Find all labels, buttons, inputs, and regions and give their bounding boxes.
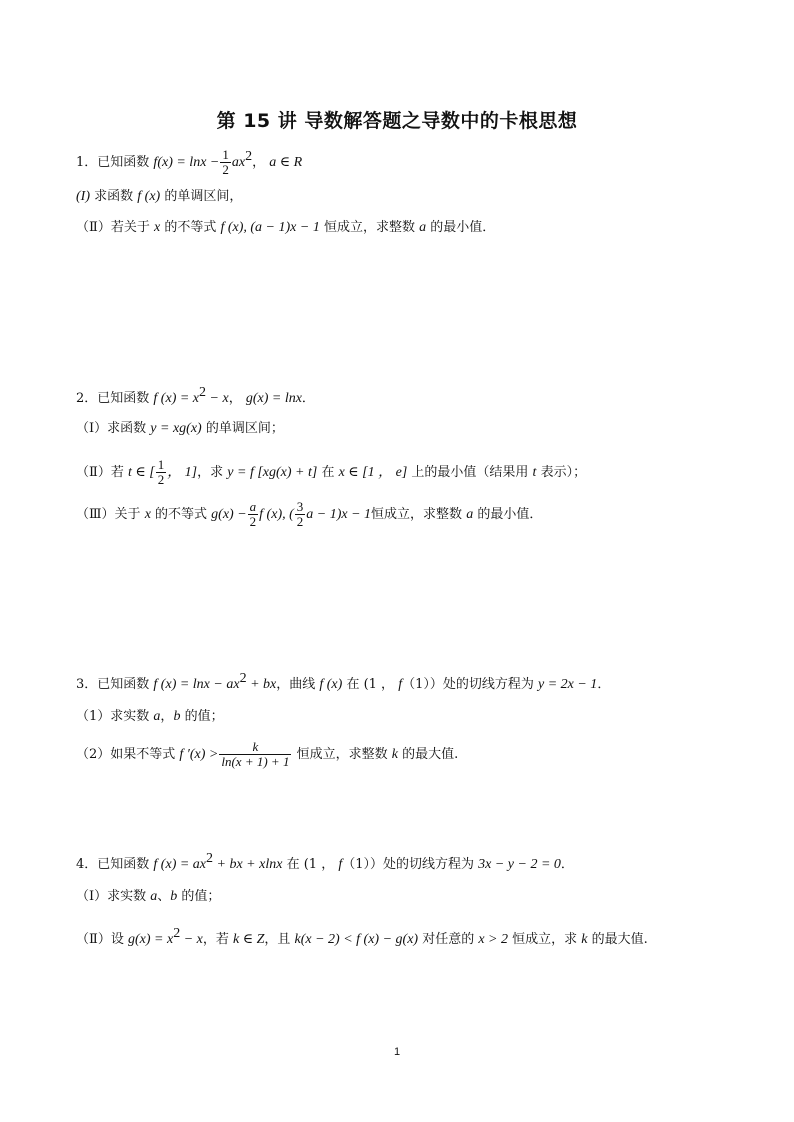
text: ， xyxy=(252,155,270,170)
text: 在 xyxy=(317,465,339,480)
text: 求函数 xyxy=(90,189,138,204)
math: f (x) xyxy=(319,677,343,692)
text: 的不等式 xyxy=(150,507,212,522)
text: 已知函数 xyxy=(97,155,154,170)
part-label: （Ⅲ） xyxy=(76,507,115,522)
math: x > 2 xyxy=(478,932,509,947)
math: f (x) = ax xyxy=(153,857,207,872)
math: f (x) xyxy=(137,189,161,204)
math: b xyxy=(170,889,178,904)
text: （1））处的切线方程为 xyxy=(402,677,538,692)
math: f xyxy=(398,677,403,692)
text: 的单调区间， xyxy=(160,189,243,204)
fraction-denominator: 2 xyxy=(157,472,165,487)
fraction-denominator: 2 xyxy=(222,162,229,177)
math: + bx xyxy=(246,677,277,692)
problem-3-statement xyxy=(76,670,610,694)
math: t ∈ [ xyxy=(127,465,155,480)
text: 的单调区间； xyxy=(201,421,284,436)
text: 如果不等式 xyxy=(110,747,180,762)
text: 求实数 xyxy=(107,889,151,904)
math: a ∈ R xyxy=(269,155,303,170)
text: ， xyxy=(160,709,174,724)
fraction xyxy=(248,500,259,529)
problem-4-statement xyxy=(76,850,574,874)
text: 已知函数 xyxy=(97,391,154,406)
problem-2-part-1 xyxy=(76,420,284,438)
math: g(x) = x xyxy=(127,932,174,947)
text: 若关于 xyxy=(110,220,154,235)
part-label: （Ⅰ） xyxy=(76,889,108,904)
math: g(x) − xyxy=(211,507,247,522)
problem-number: 3． xyxy=(76,677,98,692)
text: 恒成立，求 xyxy=(508,932,582,947)
problem-4-part-1 xyxy=(76,888,220,906)
math: x ∈ [1 ， e] xyxy=(338,465,408,480)
problem-2-part-2 xyxy=(76,458,586,487)
part-label: （Ⅰ） xyxy=(76,421,108,436)
problem-number: 2． xyxy=(76,391,98,406)
page-title: 第 15 讲 导数解答题之导数中的卡根思想 xyxy=(216,110,578,132)
text: 表示）； xyxy=(536,465,587,480)
exponent: 2 xyxy=(199,385,207,400)
text: ． xyxy=(597,677,611,692)
text: 已知函数 xyxy=(97,677,154,692)
fraction-numerator: k xyxy=(219,740,291,755)
math: x xyxy=(144,507,151,522)
text: 在 (1 ， xyxy=(282,857,339,872)
math: f (x), (a − 1)x − 1 xyxy=(220,220,320,235)
fraction xyxy=(220,148,231,177)
text: ． xyxy=(301,391,315,406)
text: ． xyxy=(560,857,574,872)
math: y = f [xg(x) + t] xyxy=(227,465,318,480)
math: k xyxy=(391,747,398,762)
part-label: (I) xyxy=(76,189,90,204)
math: g(x) = lnx xyxy=(245,391,302,406)
problem-number: 1． xyxy=(76,155,98,170)
problem-number: 4． xyxy=(76,857,98,872)
text: 的最小值． xyxy=(473,507,543,522)
page-number: 1 xyxy=(393,1046,401,1058)
problem-1-part-1 xyxy=(76,188,242,206)
math: a xyxy=(153,709,161,724)
text: 的最大值. xyxy=(397,747,459,762)
math: b xyxy=(173,709,181,724)
text: 恒成立，求整数 xyxy=(371,507,467,522)
part-label: （Ⅱ） xyxy=(76,220,111,235)
fraction-denominator: 2 xyxy=(249,514,257,529)
fraction-denominator: 2 xyxy=(296,514,304,529)
math: ， 1] xyxy=(167,465,198,480)
math: x xyxy=(153,220,161,235)
math: − x xyxy=(180,932,203,947)
text: 求函数 xyxy=(107,421,151,436)
fraction-numerator: 1 xyxy=(222,147,229,162)
exponent: 2 xyxy=(206,851,214,866)
fraction xyxy=(219,740,291,769)
math: a − 1)x − 1 xyxy=(306,507,372,522)
exponent: 2 xyxy=(239,671,247,686)
fraction-denominator: ln(x + 1) + 1 xyxy=(221,754,290,769)
math: f (x), ( xyxy=(259,507,294,522)
text: 的值； xyxy=(177,889,221,904)
text: ，若 xyxy=(202,932,233,947)
exponent: 2 xyxy=(245,149,253,164)
exponent: 2 xyxy=(173,926,181,941)
text: 的不等式 xyxy=(160,220,221,235)
text: ，且 xyxy=(264,932,295,947)
math: f (x) = x xyxy=(153,391,200,406)
text: 恒成立，求整数 xyxy=(319,220,420,235)
text: 恒成立，求整数 xyxy=(292,747,392,762)
fraction xyxy=(156,458,167,487)
text: 设 xyxy=(110,932,128,947)
part-label: （Ⅱ） xyxy=(76,932,111,947)
fraction xyxy=(295,500,306,529)
problem-3-part-2 xyxy=(76,740,458,769)
math: f xyxy=(153,155,158,170)
math: k(x − 2) < f (x) − g(x) xyxy=(294,932,419,947)
text: 对任意的 xyxy=(418,932,479,947)
math: + bx + xlnx xyxy=(213,857,283,872)
math: a xyxy=(466,507,474,522)
math: ax xyxy=(231,155,246,170)
text: 求实数 xyxy=(110,709,154,724)
math: f (x) = lnx − ax xyxy=(153,677,240,692)
part-label: （2） xyxy=(76,747,111,762)
text: （1））处的切线方程为 xyxy=(342,857,479,872)
math: y = 2x − 1 xyxy=(537,677,598,692)
text: 在 (1 ， xyxy=(342,677,399,692)
problem-3-part-1 xyxy=(76,708,224,726)
math: a xyxy=(419,220,427,235)
text: 、 xyxy=(157,889,171,904)
math: (x) = lnx − xyxy=(157,155,220,170)
fraction-numerator: a xyxy=(249,499,257,514)
fraction-numerator: 3 xyxy=(296,499,304,514)
problem-1-statement xyxy=(76,148,302,177)
text: 的值； xyxy=(180,709,224,724)
math: y = xg(x) xyxy=(150,421,202,436)
math: a xyxy=(150,889,158,904)
problem-2-part-3 xyxy=(76,500,542,529)
math: − x xyxy=(206,391,229,406)
problem-1-part-2 xyxy=(76,219,495,237)
part-label: （1） xyxy=(76,709,111,724)
math: f ′(x) > xyxy=(179,747,219,762)
fraction-numerator: 1 xyxy=(157,457,165,472)
part-label: （Ⅱ） xyxy=(76,465,111,480)
math: k ∈ Z xyxy=(233,932,265,947)
text: 的最大值. xyxy=(587,932,648,947)
math: 3x − y − 2 = 0 xyxy=(478,857,561,872)
text: ， xyxy=(228,391,246,406)
text: 上的最小值（结果用 xyxy=(407,465,533,480)
text: 的最小值． xyxy=(426,220,496,235)
problem-4-part-2 xyxy=(76,925,648,949)
math: k xyxy=(581,932,588,947)
text: ，求 xyxy=(197,465,228,480)
text: 已知函数 xyxy=(97,857,154,872)
problem-2-statement xyxy=(76,384,315,408)
math: t xyxy=(532,465,537,480)
text: 关于 xyxy=(114,507,145,522)
text: 若 xyxy=(110,465,128,480)
math: f xyxy=(338,857,343,872)
text: ，曲线 xyxy=(276,677,320,692)
